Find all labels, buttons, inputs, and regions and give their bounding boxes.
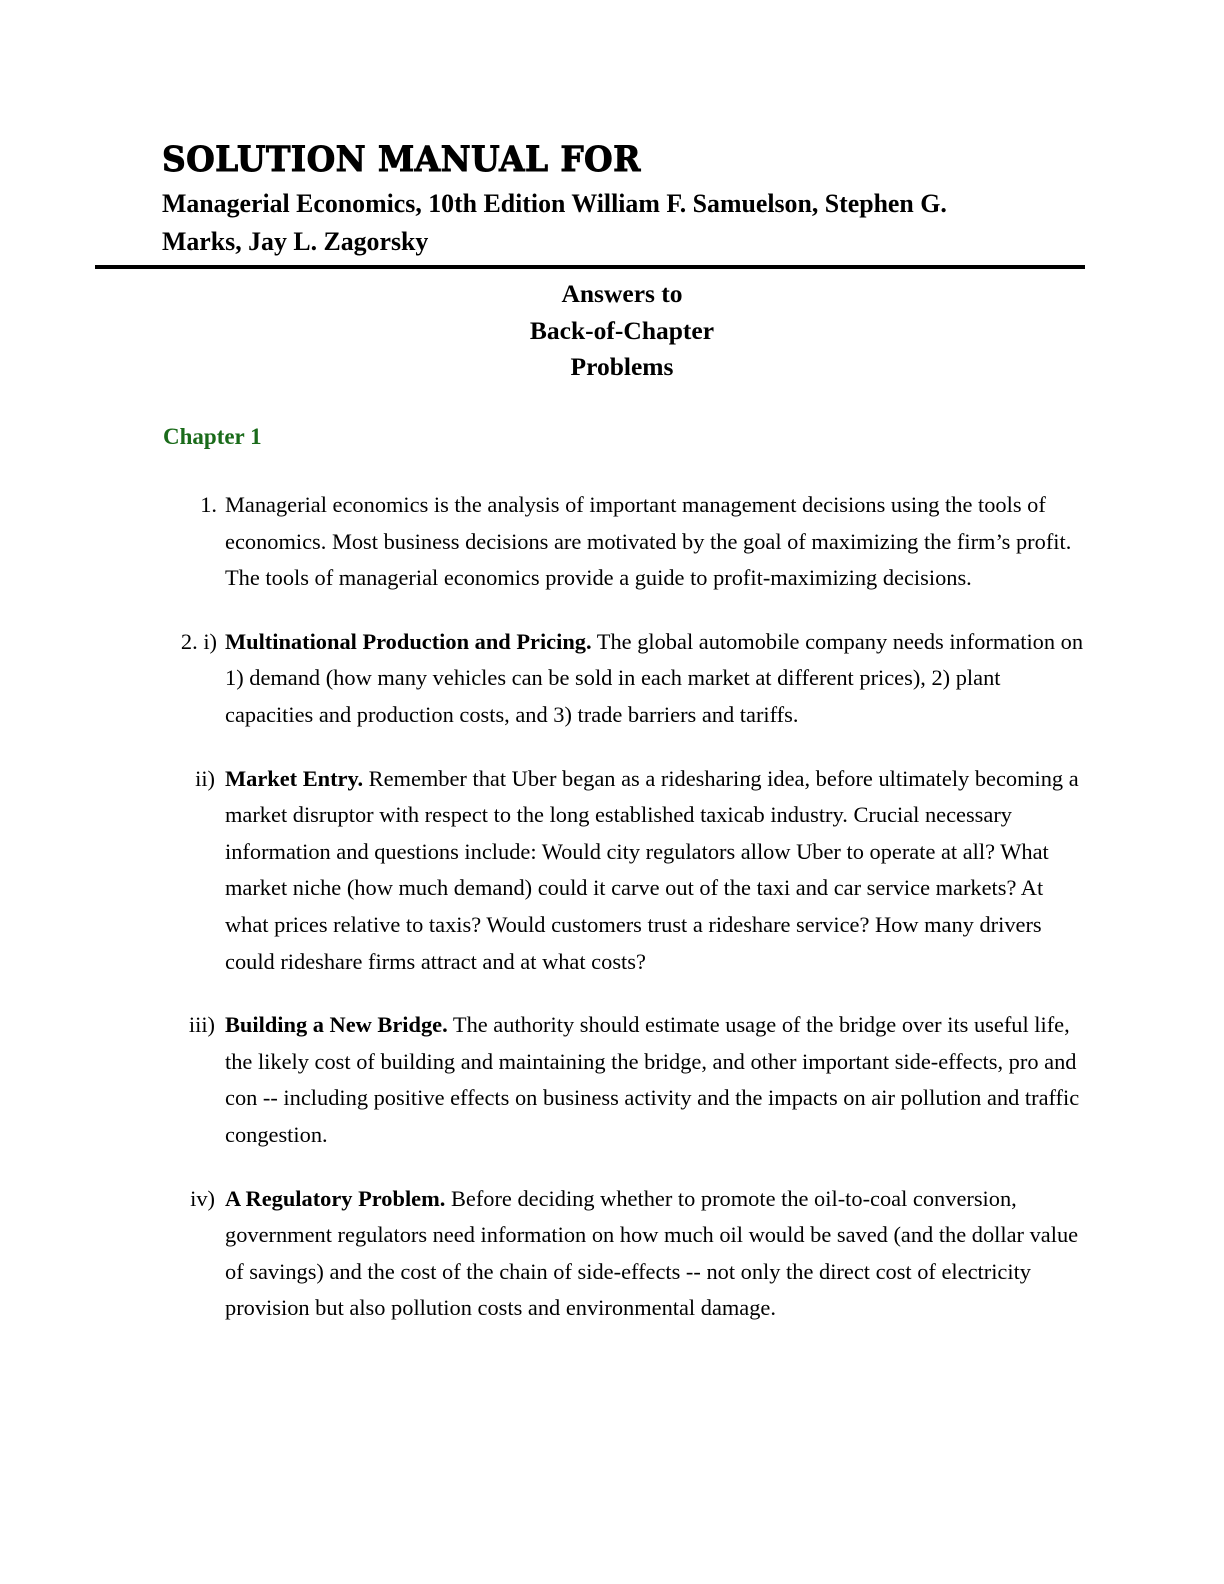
list-item-text: The global automobile company needs information on 1) demand (how many vehicles can be sold in each market at different prices), 2) plant capacities and production costs, and 3) trade barriers and tariffs. <box>225 628 1084 727</box>
list-item-body <box>225 1007 1090 1153</box>
chapter-heading: Chapter 1 <box>163 424 262 449</box>
list-item-lead: Market Entry. <box>225 765 364 791</box>
header-divider <box>95 265 1085 269</box>
list-item-marker: iii) <box>188 1012 215 1038</box>
document-subtitle: Managerial Economics, 10th Edition William F. Samuelson, Stephen G. Marks, Jay L. Zagorsky <box>162 188 947 256</box>
list-item-lead: Building a New Bridge. <box>225 1012 448 1038</box>
list-item-marker: iv) <box>190 1185 215 1211</box>
list-item-marker: 2. i) <box>180 628 217 654</box>
list-item-marker: 1. <box>200 492 217 517</box>
list-item-text: The authority should estimate usage of the bridge over its useful life, the likely cost of building and maintaining the bridge, and other important side-effects, pro and con -- including positive effects on business activity and the impacts on air pollution and traffic congestion. <box>225 1012 1080 1147</box>
list-item-body <box>225 487 1090 597</box>
list-item <box>160 1007 1090 1153</box>
list-item <box>160 487 1090 597</box>
list-item-body <box>225 761 1090 981</box>
answers-heading-line-2: Back-of-Chapter <box>529 315 715 345</box>
answers-list <box>160 487 1090 1327</box>
document-header <box>95 140 1085 260</box>
list-item-text: Remember that Uber began as a ridesharing idea, before ultimately becoming a market disruptor with respect to the long established taxicab industry. Crucial necessary information and questions include: Would city regulators allow Uber to operate at all? What market niche (how much demand) could it carve out of the taxi and car service markets? At what prices relative to taxis? Would customers trust a rideshare service? How many drivers could rideshare firms attract and at what costs? <box>225 765 1079 974</box>
page-title: SOLUTION MANUAL FOR <box>162 139 641 180</box>
list-item <box>160 761 1090 981</box>
list-item-text: Before deciding whether to promote the oil-to-coal conversion, government regulators need information on how much oil would be saved (and the dollar value of savings) and the cost of the chain of side-effects -- not only the direct cost of electricity provision but also pollution costs and environmental damage. <box>225 1185 1079 1321</box>
list-item-marker: ii) <box>195 765 215 791</box>
answers-heading-line-3: Problems <box>570 352 674 381</box>
answers-heading-line-1: Answers to <box>561 279 683 308</box>
list-item-body <box>225 624 1090 734</box>
answers-heading <box>262 276 982 386</box>
list-item-lead: Multinational Production and Pricing. <box>225 628 592 654</box>
list-item <box>160 624 1090 734</box>
list-item-lead: A Regulatory Problem. <box>225 1185 446 1211</box>
list-item-body <box>225 1181 1090 1327</box>
list-item <box>160 1181 1090 1327</box>
list-item-text: Managerial economics is the analysis of important management decisions using the tools of economics. Most business decisions are motivated by the goal of maximizing the firm’s profit. The tools of managerial economics provide a guide to profit-maximizing decisions. <box>225 492 1072 591</box>
